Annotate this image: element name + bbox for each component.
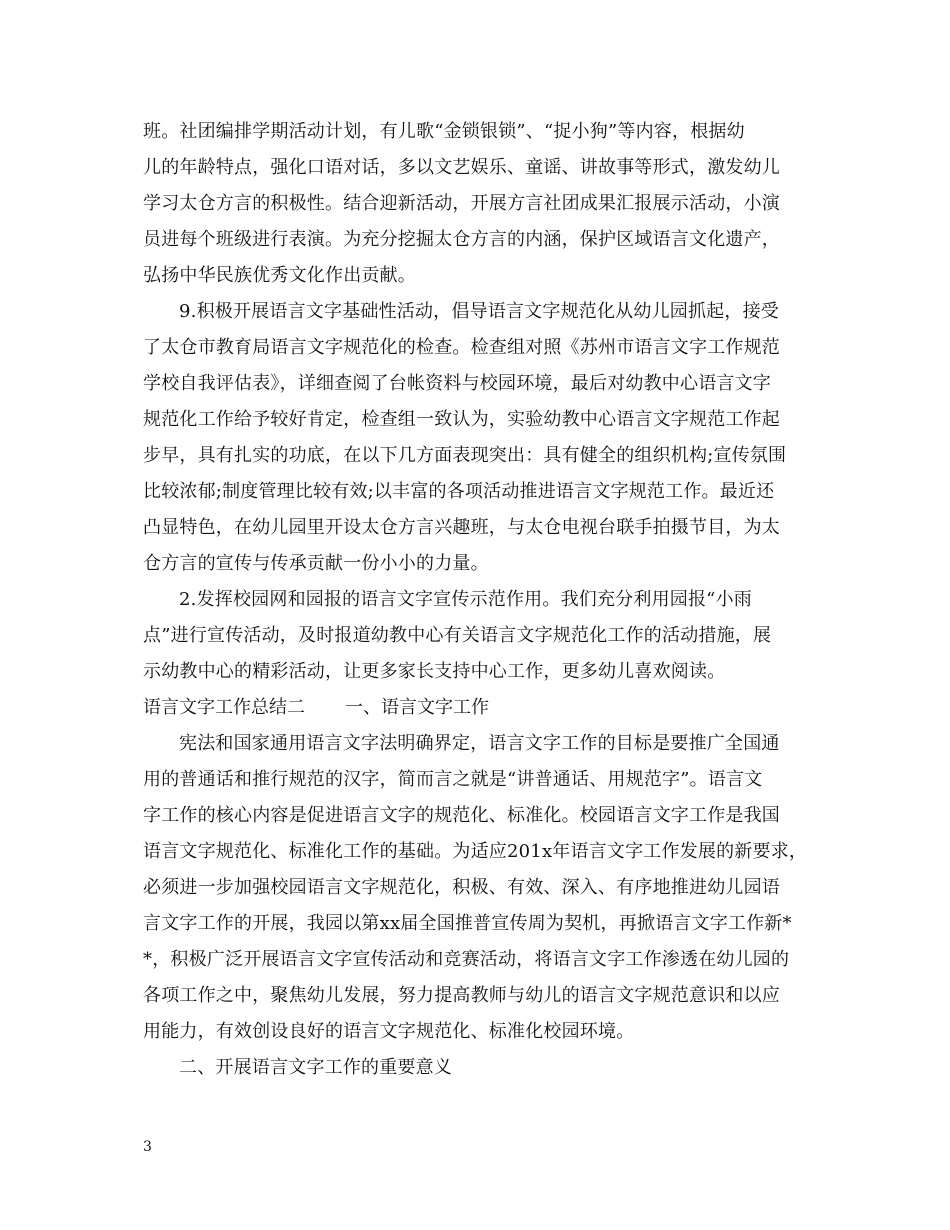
text-line: 用的普通话和推行规范的汉字，简而言之就是“讲普通话、用规范字”。语言文 — [143, 769, 763, 790]
paragraph — [143, 726, 815, 1050]
paragraph — [143, 1050, 815, 1086]
paragraph — [143, 294, 815, 582]
text-line: 步早，具有扎实的功底，在以下几方面表现突出：具有健全的组织机构;宣传氛围 — [143, 445, 787, 466]
text-line: 规范化工作给予较好肯定，检查组一致认为，实验幼教中心语言文字规范工作起 — [143, 409, 780, 430]
text-line: *，积极广泛开展语言文字宣传活动和竞赛活动，将语言文字工作渗透在幼儿园的 — [143, 949, 790, 970]
paragraph — [143, 114, 815, 294]
section-title: 语言文字工作总结二 — [143, 697, 305, 718]
text-line: 儿的年龄特点，强化口语对话，多以文艺娱乐、童谣、讲故事等形式，激发幼儿 — [143, 157, 780, 178]
text-line: 比较浓郁;制度管理比较有效;以丰富的各项活动推进语言文字规范工作。最近还 — [143, 481, 775, 502]
text-line: 凸显特色，在幼儿园里开设太仓方言兴趣班，与太仓电视台联手拍摄节目，为太 — [143, 517, 780, 538]
text-line: 员进每个班级进行表演。为充分挖掘太仓方言的内涵，保护区域语言文化遗产， — [143, 229, 780, 250]
paragraph — [143, 582, 815, 690]
page-number: 3 — [143, 1139, 152, 1155]
text-line: 宪法和国家通用语言文字法明确界定，语言文字工作的目标是要推广全国通 — [179, 733, 780, 754]
text-line: 语言文字规范化、标准化工作的基础。为适应201x年语言文字工作发展的新要求， — [143, 841, 808, 862]
section-subtitle: 一、语言文字工作 — [345, 697, 489, 718]
text-line: 仓方言的宣传与传承贡献一份小小的力量。 — [143, 553, 489, 574]
text-line: 了太仓市教育局语言文字规范化的检查。检查组对照《苏州市语言文字工作规范 — [143, 337, 780, 358]
text-line: 用能力，有效创设良好的语言文字规范化、标准化校园环境。 — [143, 1021, 635, 1042]
text-line: 点”进行宣传活动，及时报道幼教中心有关语言文字规范化工作的活动措施，展 — [143, 625, 772, 646]
document-body — [143, 114, 815, 1086]
text-line: 弘扬中华民族优秀文化作出贡献。 — [143, 265, 416, 286]
text-line: 2.发挥校园网和园报的语言文字宣传示范作用。我们充分利用园报“小雨 — [179, 589, 752, 610]
text-line: 示幼教中心的精彩活动，让更多家长支持中心工作，更多幼儿喜欢阅读。 — [143, 661, 726, 682]
text-line: 学习太仓方言的积极性。结合迎新活动，开展方言社团成果汇报展示活动，小演 — [143, 193, 780, 214]
text-line: 各项工作之中，聚焦幼儿发展，努力提高教师与幼儿的语言文字规范意识和以应 — [143, 985, 780, 1006]
text-line: 9.积极开展语言文字基础性活动，倡导语言文字规范化从幼儿园抓起，接受 — [179, 301, 779, 322]
text-line: 学校自我评估表》，详细查阅了台帐资料与校园环境，最后对幼教中心语言文字 — [143, 373, 771, 394]
text-line: 必须进一步加强校园语言文字规范化，积极、有效、深入、有序地推进幼儿园语 — [143, 877, 780, 898]
subsection-heading: 二、开展语言文字工作的重要意义 — [179, 1057, 452, 1078]
text-line: 言文字工作的开展，我园以第xx届全国推普宣传周为契机，再掀语言文字工作新* — [143, 913, 792, 934]
section-heading — [143, 690, 815, 726]
text-line: 字工作的核心内容是促进语言文字的规范化、标准化。校园语言文字工作是我国 — [143, 805, 780, 826]
text-line: 班。社团编排学期活动计划，有儿歌“金锁银锁”、“捉小狗”等内容，根据幼 — [143, 121, 745, 142]
